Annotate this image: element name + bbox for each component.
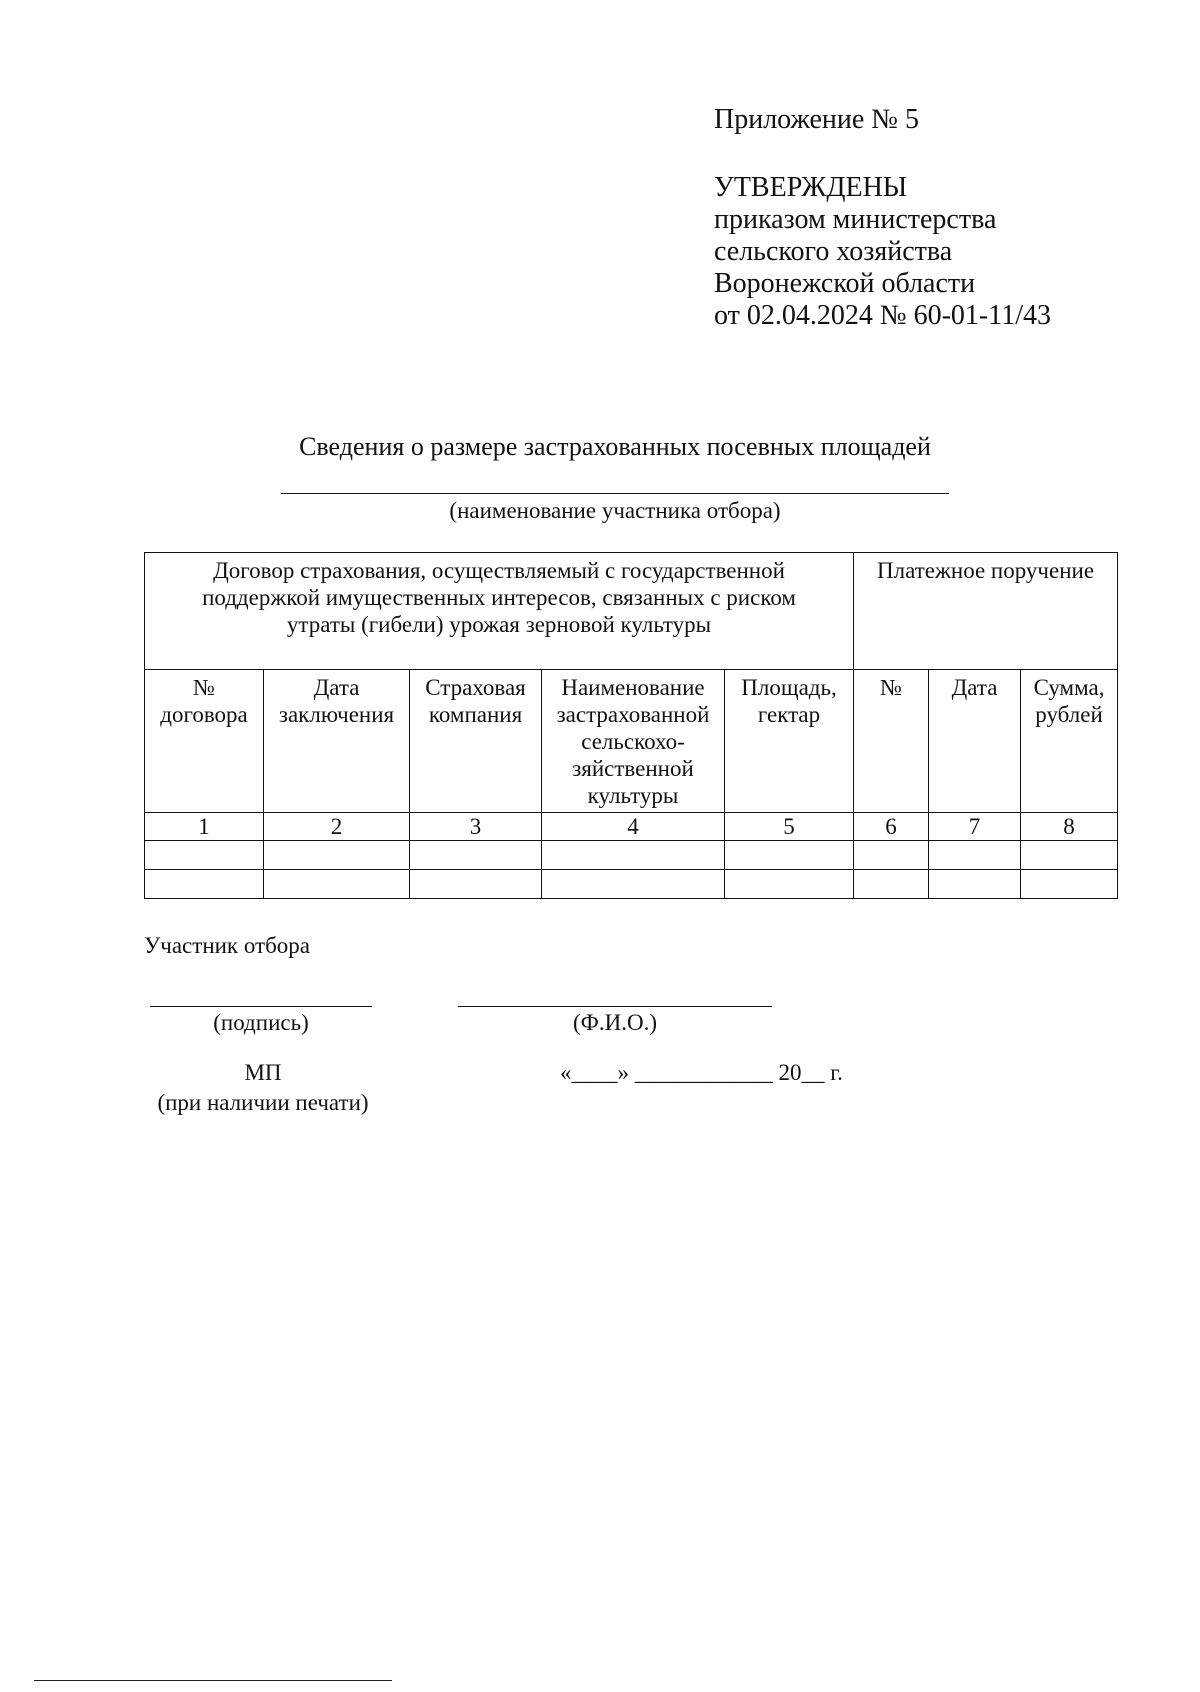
insured-areas-table (144, 552, 1118, 899)
approved-heading: УТВЕРЖДЕНЫ (714, 172, 908, 203)
column-header: Дата (929, 670, 1021, 813)
column-number: 8 (1021, 813, 1118, 841)
table-cell (264, 870, 410, 899)
column-number: 7 (929, 813, 1021, 841)
participant-name-line (281, 493, 949, 494)
column-number: 1 (145, 813, 264, 841)
table-cell (542, 870, 725, 899)
full-name-line (458, 1006, 772, 1007)
table-row (145, 841, 1118, 870)
column-header: Наименование застрахованной сельскохо-зяйственной культуры (542, 670, 725, 813)
signature-caption: (подпись) (213, 1010, 309, 1035)
column-header: № договора (145, 670, 264, 813)
column-header: Дата заключения (264, 670, 410, 813)
approval-line-3: Воронежской области (714, 268, 976, 299)
column-number: 3 (410, 813, 542, 841)
approval-line-1: приказом министерства (714, 204, 997, 235)
approval-block (714, 104, 1154, 332)
full-name-caption: (Ф.И.О.) (573, 1010, 657, 1035)
table-cell (410, 870, 542, 899)
table-cell (1021, 870, 1118, 899)
signature-line (150, 1006, 372, 1007)
approval-line-4: от 02.04.2024 № 60-01-11/43 (714, 300, 1051, 331)
table-cell (929, 870, 1021, 899)
table-cell (264, 841, 410, 870)
table-cell (145, 841, 264, 870)
column-number: 4 (542, 813, 725, 841)
table-cell (542, 841, 725, 870)
column-header: Сумма, рублей (1021, 670, 1118, 813)
column-header: Страховая компания (410, 670, 542, 813)
table-cell (410, 841, 542, 870)
annex-number: Приложение № 5 (714, 104, 919, 135)
table-cell (145, 870, 264, 899)
table-cell (854, 870, 929, 899)
table-cell (725, 870, 854, 899)
column-number: 6 (854, 813, 929, 841)
participant-name-caption: (наименование участника отбора) (449, 498, 781, 523)
column-number: 2 (264, 813, 410, 841)
column-header: № (854, 670, 929, 813)
table-cell (1021, 841, 1118, 870)
document-title: Сведения о размере застрахованных посевных площадей (299, 432, 931, 461)
date-field: «____» ____________ 20__ г. (560, 1060, 843, 1085)
table-column-header-row (145, 670, 1118, 813)
table-cell (854, 841, 929, 870)
table-cell (725, 841, 854, 870)
column-header: Площадь, гектар (725, 670, 854, 813)
table-number-row (145, 813, 1118, 841)
insurance-contract-group-header: Договор страхования, осуществляемый с государственной поддержкой имущественных интересов, связанных с риском утраты (гибели) урожая зерновой культуры (145, 553, 854, 670)
participant-label: Участник отбора (144, 933, 311, 958)
table-cell (929, 841, 1021, 870)
stamp-label: МП (244, 1060, 282, 1085)
table-row (145, 870, 1118, 899)
footer-rule (34, 1680, 392, 1681)
stamp-note: (при наличии печати) (157, 1090, 369, 1115)
column-number: 5 (725, 813, 854, 841)
table-group-header (145, 553, 1118, 670)
approval-line-2: сельского хозяйства (714, 236, 953, 267)
stamp-block (148, 1058, 378, 1118)
payment-order-group-header: Платежное поручение (854, 553, 1118, 670)
